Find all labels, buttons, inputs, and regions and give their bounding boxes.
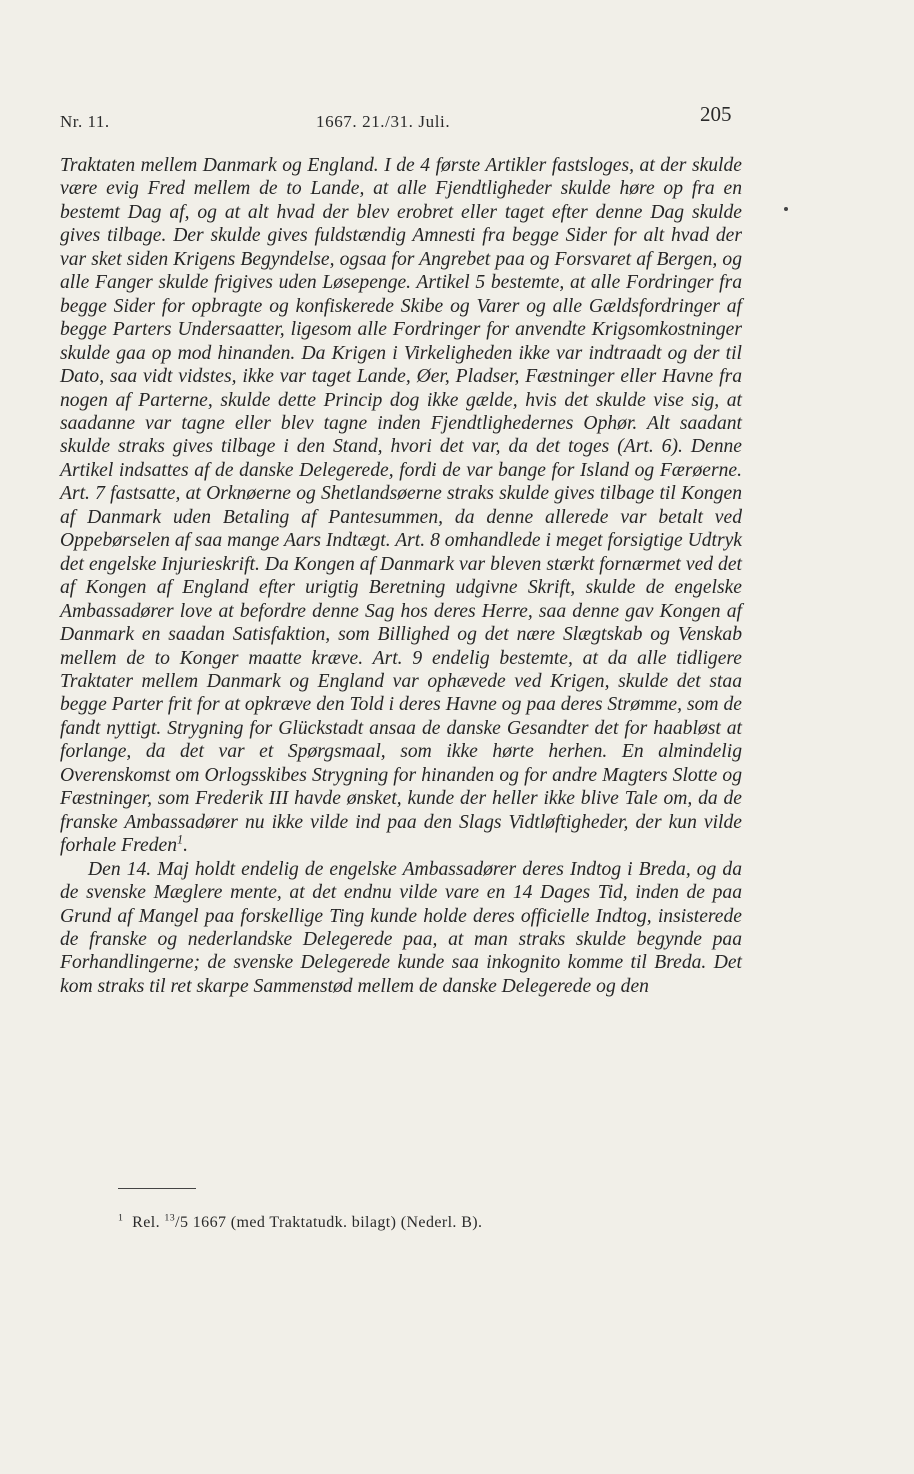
running-header	[60, 102, 740, 132]
footnote-divider	[118, 1188, 196, 1189]
footnote-marker: 1	[118, 1212, 124, 1224]
footnote-date-superscript: 13	[164, 1212, 176, 1224]
paragraph	[60, 154, 742, 858]
page-number: 205	[700, 102, 732, 126]
footnote-reference: 1	[177, 832, 184, 847]
paragraph-text: Traktaten mellem Danmark og England. I de 4 første Artikler fastsloges, at der skulde være evig Fred mellem de to Lande, at alle Fjendtligheder skulde høre op fra en bestemt Dag af, og at alt hvad der blev erobret eller taget efter denne Dag skulde gives tilbage. Der skulde gives fuldstændig Amnesti fra begge Sider for alt hvad der var sket siden Krigens Begyndelse, ogsaa for Angrebet paa og Forsvaret af Bergen, og alle Fanger skulde frigives uden Løsepenge. Artikel 5 bestemte, at alle Fordringer fra begge Sider for opbragte og konfiskerede Skibe og Varer og alle Gældsfordringer af begge Parters Undersaatter, ligesom alle Fordringer for anvendte Krigsomkostninger skulde gaa op mod hinanden. Da Krigen i Virkeligheden ikke var indtraadt og der til Dato, saa vidt vidstes, ikke var taget Lande, Øer, Pladser, Fæstninger eller Havne fra nogen af Parterne, skulde dette Princip dog ikke gælde, hvis det skulde vise sig, at saadanne var tagne eller blev tagne inden Fjendtlighedernes Ophør. Alt saadant skulde straks gives tilbage i den Stand, hvori det var, da det toges (Art. 6). Denne Artikel indsattes af de danske Delegerede, fordi de var bange for Island og Færøerne. Art. 7 fastsatte, at Orknøerne og Shetlandsøerne straks skulde gives tilbage til Kongen af Danmark uden Betaling af Pantesummen, da denne allerede var betalt ved Oppebørselen af saa mange Aars Indtægt. Art. 8 omhandlede i meget forsigtige Udtryk det engelske Injurieskrift. Da Kongen af Danmark var bleven stærkt fornærmet ved det af Kongen af England efter urigtig Beretning udgivne Skrift, skulde de engelske Ambassadører love at befordre denne Sag hos deres Herre, saa denne gav Kongen af Danmark en saadan Satisfaktion, som Billighed og det nære Slægtskab og Venskab mellem de to Konger maatte kræve. Art. 9 endelig bestemte, at da alle tidligere Traktater mellem Danmark og England var ophævede ved Krigen, skulde det staa begge Parter frit for at opkræve den Told i deres Havne og paa deres Strømme, som de fandt nyttigt. Strygning for Glückstadt ansaa de danske Gesandter det for haabløst at forlange, da det var et Spørgsmaal, som ikke hørte herhen. En almindelig Overenskomst om Orlogsskibes Strygning for hinanden og for andre Magters Slotte og Fæstninger, som Frederik III havde ønsket, kunde der heller ikke blive Tale om, da de franske Ambassadører nu ikke vilde ind paa den Slags Vidtløftigheder, der kun vilde forhale Freden	[60, 155, 742, 857]
footnote-text: /5 1667 (med Traktatudk. bilagt) (Nederl. B).	[175, 1214, 483, 1231]
print-speck	[784, 207, 788, 211]
footnote	[118, 1214, 482, 1232]
main-text	[60, 154, 742, 998]
document-date: 1667. 21./31. Juli.	[316, 112, 451, 131]
paragraph-end: .	[183, 835, 188, 857]
paragraph-text: Den 14. Maj holdt endelig de engelske Ambassadører deres Indtog i Breda, og da de svenske Mæglere mente, at det endnu vilde vare en 14 Dages Tid, inden de paa Grund af Mangel paa forskellige Ting kunde holde deres officielle Indtog, insisterede de franske og nederlandske Delegerede paa, at man straks skulde begynde paa Forhandlingerne; de svenske Delegerede kunde saa inkognito komme til Breda. Det kom straks til ret skarpe Sammenstød mellem de danske Delegerede og den	[60, 858, 742, 997]
document-number: Nr. 11.	[60, 112, 110, 131]
paragraph	[60, 858, 742, 999]
footnote-prefix: Rel.	[132, 1214, 160, 1231]
